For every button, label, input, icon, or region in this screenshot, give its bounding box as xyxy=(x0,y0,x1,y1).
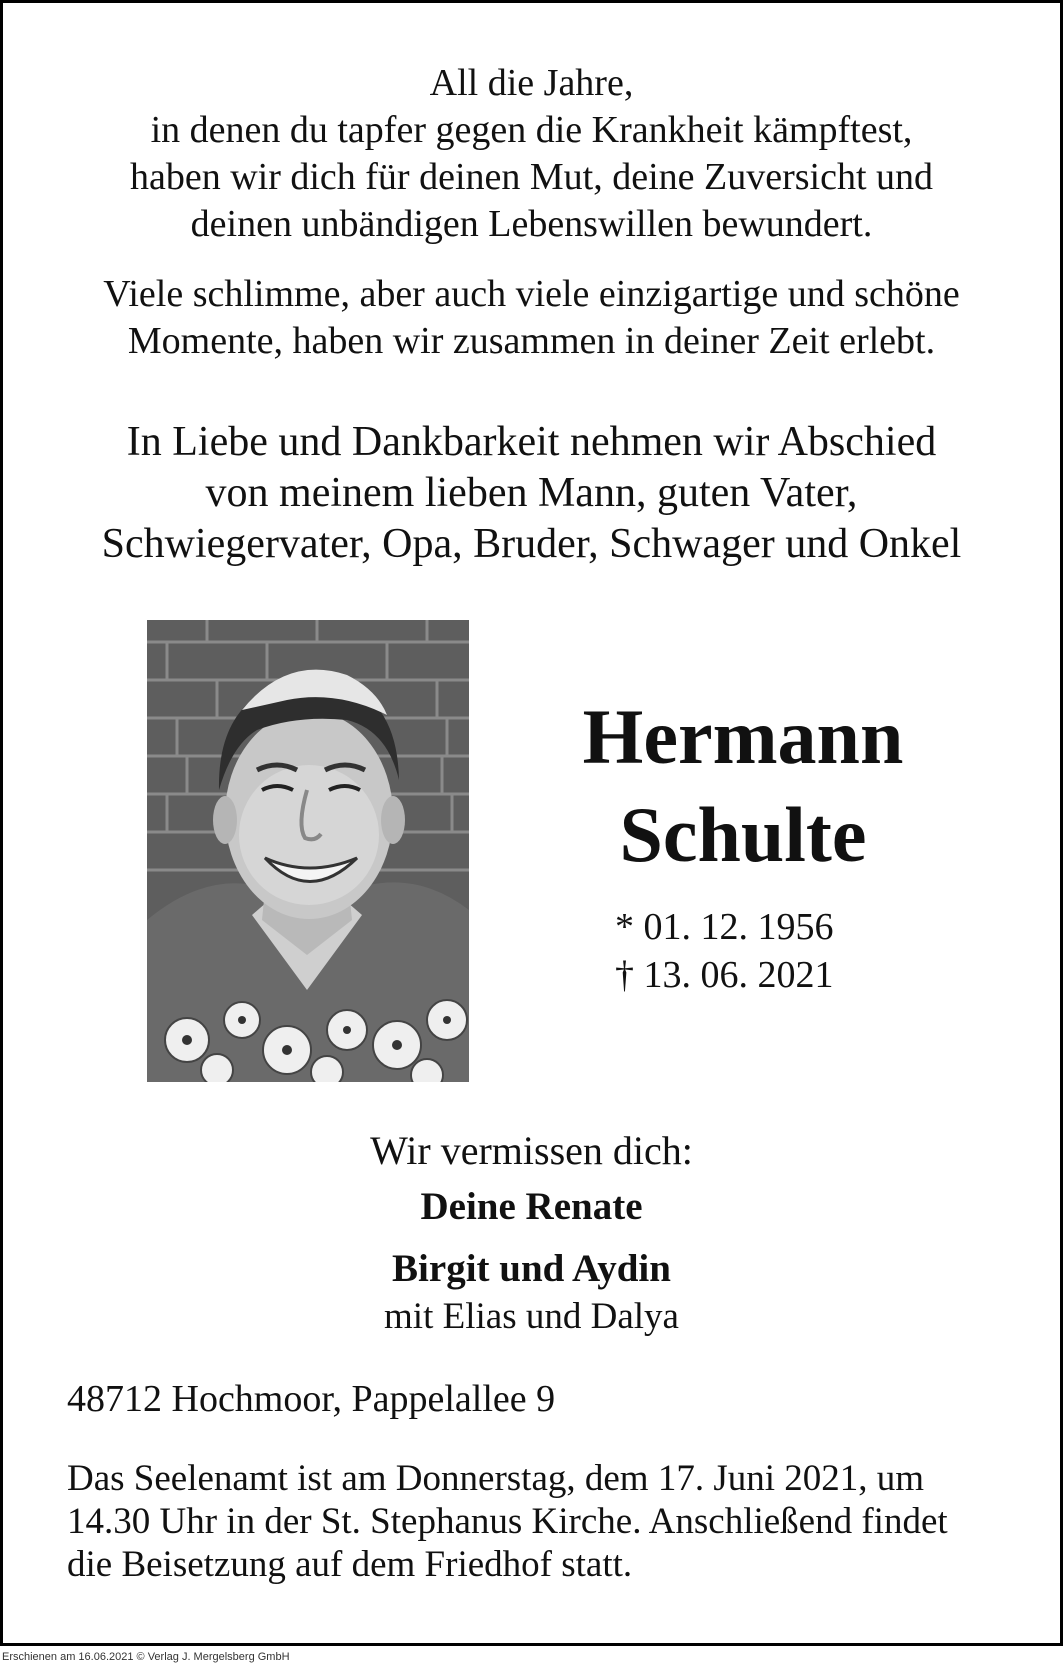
verse-stanza-1 xyxy=(3,60,1060,248)
notice-line: 14.30 Uhr in der St. Stephanus Kirche. Anschließend findet xyxy=(67,1501,948,1542)
verse-stanza-2 xyxy=(3,271,1060,365)
verse-line: Momente, haben wir zusammen in deiner Zeit erlebt. xyxy=(127,320,936,362)
verse-line: All die Jahre, xyxy=(429,62,634,104)
mourner-line-2: Birgit und Aydin xyxy=(392,1247,671,1290)
deceased-first-name: Hermann xyxy=(582,693,904,780)
intro-line: von meinem lieben Mann, guten Vater, xyxy=(205,470,858,516)
service-notice xyxy=(67,1457,1027,1586)
mourner-line-1: Deine Renate xyxy=(420,1185,643,1228)
intro-line: In Liebe und Dankbarkeit nehmen wir Abschied xyxy=(126,419,937,465)
verse-line: Viele schlimme, aber auch viele einzigartige und schöne xyxy=(103,273,960,315)
verse-line: haben wir dich für deinen Mut, deine Zuversicht und xyxy=(129,156,934,198)
deceased-last-name: Schulte xyxy=(619,791,867,878)
farewell-intro xyxy=(3,417,1060,570)
verse-line: in denen du tapfer gegen die Krankheit kämpftest, xyxy=(150,109,913,151)
family-address: 48712 Hochmoor, Pappelallee 9 xyxy=(67,1378,556,1420)
notice-line: Das Seelenamt ist am Donnerstag, dem 17. Juni 2021, um xyxy=(67,1458,925,1499)
verse-line: deinen unbändigen Lebenswillen bewundert. xyxy=(190,203,873,245)
mourner-line-3: mit Elias und Dalya xyxy=(384,1296,679,1337)
notice-line: die Beisetzung auf dem Friedhof statt. xyxy=(67,1544,633,1585)
portrait-photo xyxy=(147,620,469,1082)
death-date: † 13. 06. 2021 xyxy=(615,954,834,996)
publication-footer: Erschienen am 16.06.2021 © Verlag J. Mergelsberg GmbH xyxy=(2,1651,290,1663)
birth-date: * 01. 12. 1956 xyxy=(615,906,834,948)
intro-line: Schwiegervater, Opa, Bruder, Schwager und Onkel xyxy=(101,521,962,567)
life-dates xyxy=(615,903,915,999)
mourners-heading: Wir vermissen dich: xyxy=(370,1128,693,1173)
